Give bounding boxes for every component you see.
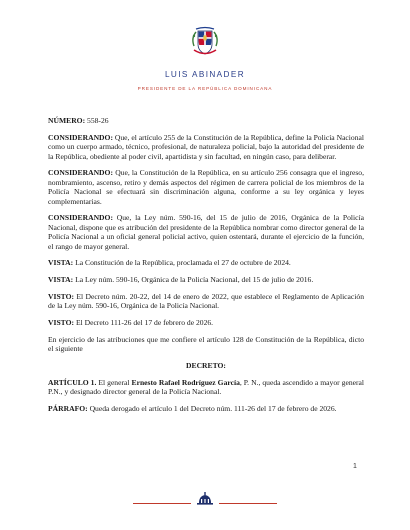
considerando-2 (48, 168, 364, 206)
articulo-1-text-after: , P. N., queda ascendido a mayor general P.N., y designado director general de la Policía Nacional. (48, 378, 364, 397)
vista-2 (48, 275, 364, 284)
vista-2-text: La Ley núm. 590-16, Orgánica de la Policía Nacional, del 15 de julio de 2016. (75, 275, 314, 285)
considerando-3 (48, 213, 364, 251)
document-body (48, 116, 364, 421)
visto-1-text: El Decreto núm. 20-22, del 14 de enero de 2022, que establece el Reglamento de Aplicación de la Ley núm. 590-16, Orgánica de la Policía Nacional. (48, 292, 364, 311)
ejercicio-paragraph: En ejercicio de las atribuciones que me confiere el artículo 128 de Constitución de la República, dicto el siguiente (48, 335, 364, 354)
vista-1-label: VISTA: (48, 258, 74, 268)
vista-1 (48, 258, 364, 267)
visto-2-label: VISTO: (48, 318, 75, 328)
parrafo-text: Queda derogado el artículo 1 del Decreto núm. 111-26 del 17 de febrero de 2026. (89, 404, 337, 414)
visto-1-label: VISTO: (48, 292, 75, 302)
decree-number-label: NÚMERO: (48, 116, 86, 125)
considerando-1-text: Que, el artículo 255 de la Constitución de la República, define la Policía Nacional como un cuerpo armado, técnico, profesional, de naturaleza policial, bajo la autoridad del presidente de la República, obediente al poder civil, apartidista y sin facultad, en ningún caso, para deliberar. (48, 132, 364, 161)
considerando-2-text: Que, la Constitución de la República, en su artículo 256 consagra que el ingreso, nombramiento, ascenso, retiro y demás aspectos del régimen de carrera policial de los miembros de la Policía Nacional se efectuará sin discriminación alguna, conforme a su ley orgánica y leyes complementarias. (48, 168, 365, 206)
decreto-heading: DECRETO: (186, 361, 226, 371)
visto-2 (48, 318, 364, 327)
articulo-1-person: Ernesto Rafael Rodríguez García (131, 378, 240, 388)
visto-1 (48, 292, 364, 311)
parrafo-label: PÁRRAFO: (48, 404, 88, 414)
president-name: LUIS ABINADER (164, 70, 246, 79)
considerando-1-label: CONSIDERANDO: (48, 132, 113, 142)
president-title: PRESIDENTE DE LA REPÚBLICA DOMINICANA (137, 86, 273, 91)
considerando-3-label: CONSIDERANDO: (48, 213, 113, 223)
decree-number-value: 558-26 (87, 116, 109, 125)
decree-number (48, 116, 364, 125)
articulo-1-label: ARTÍCULO 1. (48, 378, 97, 388)
footer-divider-left (133, 503, 191, 504)
dome-icon (196, 491, 214, 505)
visto-2-text: El Decreto 111-26 del 17 de febrero de 2026. (75, 318, 214, 328)
coat-of-arms-icon (188, 26, 222, 60)
considerando-2-label: CONSIDERANDO: (48, 168, 113, 178)
vista-1-text: La Constitución de la República, proclamada el 27 de octubre de 2024. (75, 258, 291, 268)
footer-divider-right (219, 503, 277, 504)
vista-2-label: VISTA: (48, 275, 74, 285)
page-number: 1 (353, 463, 357, 470)
parrafo (48, 404, 364, 413)
articulo-1-text-before: El general (98, 378, 130, 388)
articulo-1 (48, 378, 364, 397)
considerando-1 (48, 133, 364, 161)
considerando-3-text: Que, la Ley núm. 590-16, del 15 de julio de 2016, Orgánica de la Policía Nacional, dispone que es atribución del presidente de la República nombrar como director general de la Policía Nacional a un oficial general policial activo, quien ostentará, durante el ejercicio de la función, el rango de mayor general. (48, 213, 364, 251)
